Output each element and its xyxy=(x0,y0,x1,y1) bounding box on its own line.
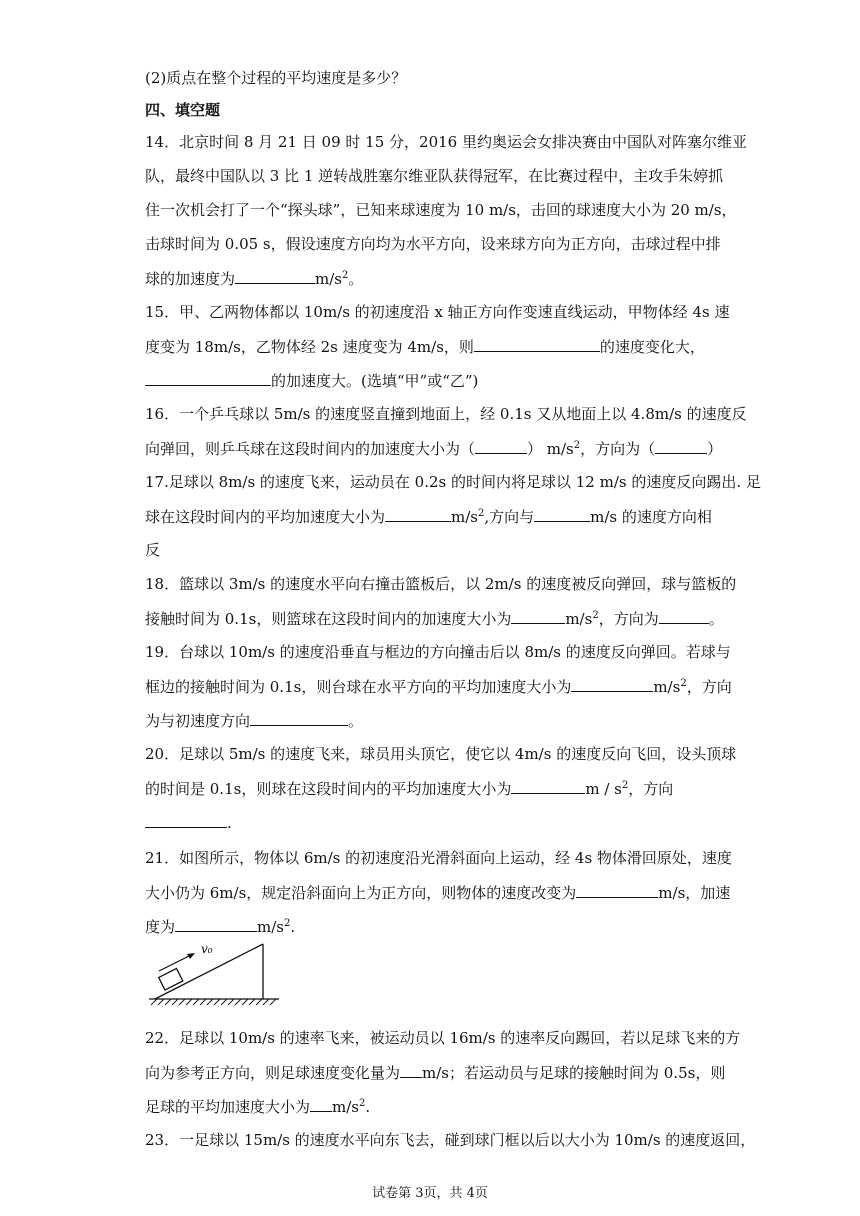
ground-hatch xyxy=(151,999,276,1005)
answer-blank[interactable] xyxy=(175,916,257,932)
q14-line3: 住一次机会打了一个“探头球”，已知来球速度为 10 m/s，击回的球速度大小为 20 m/s， xyxy=(145,201,737,219)
answer-blank[interactable] xyxy=(571,676,653,692)
q22-text: m/s xyxy=(332,1098,359,1116)
q16-text: 向弹回，则乒乓球在这段时间内的加速度大小为（ xyxy=(145,440,476,458)
page-footer: 试卷第 3页，共 4页 xyxy=(372,1186,488,1201)
q16-line1: 16．一个乒乓球以 5m/s 的速度竖直撞到地面上，经 0.1s 又从地面上以 4.8m/s 的速度反 xyxy=(145,405,747,423)
answer-blank[interactable] xyxy=(475,438,527,454)
superscript: 2 xyxy=(478,508,485,519)
q20-line2 xyxy=(145,778,673,799)
q22-text: 足球的平均加速度大小为 xyxy=(145,1098,311,1116)
q14-line5 xyxy=(145,268,363,289)
superscript: 2 xyxy=(592,610,599,621)
q19-line3 xyxy=(145,710,363,731)
q20-text: . xyxy=(227,814,232,832)
q19-text: ，方向 xyxy=(686,678,732,696)
q15-line2 xyxy=(145,336,705,357)
q21-text: m/s xyxy=(257,918,284,936)
q13-part2: (2)质点在整个过程的平均速度是多少？ xyxy=(145,69,407,87)
section-title: 四、填空题 xyxy=(145,101,221,119)
q21-text: . xyxy=(290,918,296,936)
q22-text: 向为参考正方向，则足球速度变化量为 xyxy=(145,1064,401,1082)
q20-line3 xyxy=(145,812,232,833)
q17-text: m/s xyxy=(451,508,478,526)
superscript: 2 xyxy=(621,780,629,791)
q18-text: m/s xyxy=(565,610,593,628)
answer-blank[interactable] xyxy=(511,778,585,794)
q15-text: 度变为 18m/s，乙物体经 2s 速度变为 4m/s，则 xyxy=(145,338,474,356)
q17-line1: 17.足球以 8m/s 的速度飞来，运动员在 0.2s 的时间内将足球以 12 m/s 的速度反向踢出. 足 xyxy=(145,473,761,491)
answer-blank[interactable] xyxy=(576,882,658,898)
answer-blank[interactable] xyxy=(511,608,565,624)
q17-text: m/s 的速度方向相 xyxy=(590,508,712,526)
q20-line1: 20．足球以 5m/s 的速度飞来，球员用头顶它，使它以 4m/s 的速度反向飞回，设头顶球 xyxy=(145,745,737,763)
q17-text: 球在这段时间内的平均加速度大小为 xyxy=(145,508,386,526)
q23-line1: 23．一足球以 15m/s 的速度水平向东飞去，碰到球门框以后以大小为 10m/s 的速度返回， xyxy=(145,1131,756,1149)
q17-text: ,方向与 xyxy=(484,508,535,526)
q18-line2 xyxy=(145,608,724,629)
q19-text: 框边的接触时间为 0.1s，则台球在水平方向的平均加速度大小为 xyxy=(145,678,572,696)
q19-text: m/s xyxy=(653,678,681,696)
q16-text: ） xyxy=(707,440,723,458)
q19-line2 xyxy=(145,676,732,697)
answer-blank[interactable] xyxy=(659,608,709,624)
q17-line3: 反 xyxy=(145,541,161,559)
q22-text: . xyxy=(365,1098,371,1116)
q19-line1: 19．台球以 10m/s 的速度沿垂直与框边的方向撞击后以 8m/s 的速度反向弹回。若球与 xyxy=(145,643,731,661)
q22-text: m/s；若运动员与足球的接触时间为 0.5s，则 xyxy=(422,1064,726,1082)
answer-blank[interactable] xyxy=(400,1062,422,1078)
q14-line4: 击球时间为 0.05 s，假设速度方向均为水平方向，设来球方向为正方向，击球过程中排 xyxy=(145,235,721,253)
answer-blank[interactable] xyxy=(655,438,707,454)
q15-line1: 15．甲、乙两物体都以 10m/s 的初速度沿 x 轴正方向作变速直线运动，甲物体经 4s 速 xyxy=(145,303,730,321)
q22-line3 xyxy=(145,1096,370,1117)
q14-line2: 队，最终中国队以 3 比 1 逆转战胜塞尔维亚队获得冠军，在比赛过程中，主攻手朱婷抓 xyxy=(145,167,724,185)
q19-text: 为与初速度方向 xyxy=(145,712,251,730)
q16-line2 xyxy=(145,438,722,459)
q18-text: 接触时间为 0.1s，则篮球在这段时间内的加速度大小为 xyxy=(145,610,512,628)
q15-line3 xyxy=(145,370,478,391)
q21-line2 xyxy=(145,882,730,903)
incline-figure xyxy=(145,935,285,1010)
q19-text: 。 xyxy=(348,712,364,730)
q22-line1: 22．足球以 10m/s 的速率飞来，被运动员以 16m/s 的速率反向踢回，若以足球飞来的方 xyxy=(145,1029,741,1047)
q21-text: m/s，加速 xyxy=(658,884,731,902)
q14-text: 球的加速度为 xyxy=(145,270,236,288)
superscript: 2 xyxy=(680,678,687,689)
answer-blank[interactable] xyxy=(310,1096,332,1112)
answer-blank[interactable] xyxy=(385,506,451,522)
q20-text: m / s xyxy=(585,780,622,798)
q14-unit: m/s xyxy=(315,270,342,288)
q16-text: ） m/s xyxy=(527,440,574,458)
superscript: 2 xyxy=(284,918,291,929)
q21-text: 度为 xyxy=(145,918,176,936)
q15-text: 的加速度大。(选填“甲”或“乙”) xyxy=(271,372,479,390)
q18-text: ，方向为 xyxy=(598,610,659,628)
superscript: 2 xyxy=(342,270,349,281)
q14-line1: 14．北京时间 8 月 21 日 09 时 15 分，2016 里约奥运会女排决赛由中国队对阵塞尔维亚 xyxy=(145,133,747,151)
q21-line1: 21．如图所示，物体以 6m/s 的初速度沿光滑斜面向上运动，经 4s 物体滑回原处，速度 xyxy=(145,849,732,867)
answer-blank[interactable] xyxy=(250,710,348,726)
q18-text: 。 xyxy=(708,610,724,628)
q20-text: ，方向 xyxy=(628,780,674,798)
superscript: 2 xyxy=(573,440,581,451)
answer-blank[interactable] xyxy=(145,812,227,828)
velocity-label: v₀ xyxy=(201,942,213,956)
q17-line2 xyxy=(145,506,712,527)
q18-line1: 18．篮球以 3m/s 的速度水平向右撞击篮板后，以 2m/s 的速度被反向弹回，球与篮板的 xyxy=(145,575,737,593)
q21-line3 xyxy=(145,916,295,937)
q15-text: 的速度变化大， xyxy=(599,338,705,356)
q22-line2 xyxy=(145,1062,725,1083)
q21-text: 大小仍为 6m/s，规定沿斜面向上为正方向，则物体的速度改变为 xyxy=(145,884,577,902)
q20-text: 的时间是 0.1s，则球在这段时间内的平均加速度大小为 xyxy=(145,780,512,798)
answer-blank[interactable] xyxy=(235,268,315,284)
answer-blank[interactable] xyxy=(474,336,600,352)
q16-text: ，方向为（ xyxy=(580,440,656,458)
q14-end: 。 xyxy=(348,270,364,288)
answer-blank[interactable] xyxy=(145,370,271,386)
superscript: 2 xyxy=(359,1098,366,1109)
answer-blank[interactable] xyxy=(534,506,590,522)
